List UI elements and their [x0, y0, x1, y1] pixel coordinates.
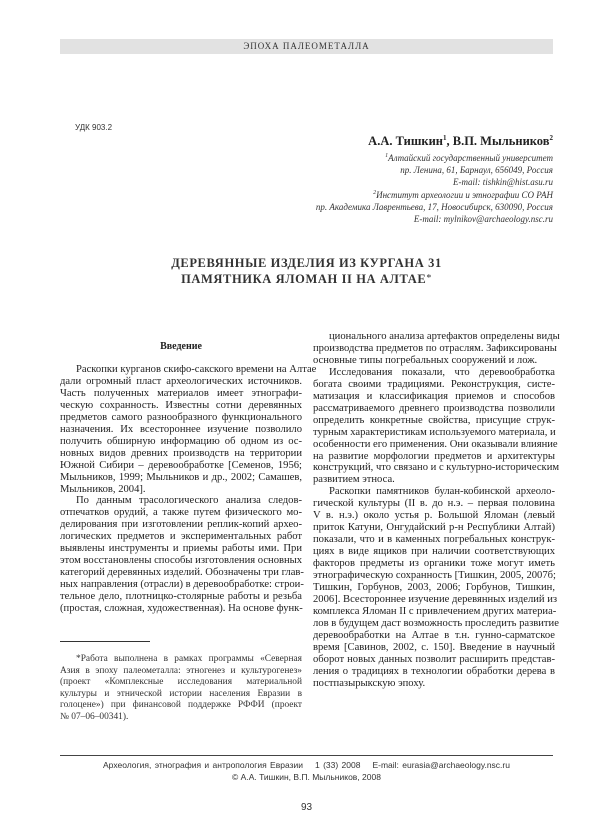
- text-line: гической культуры (II в. до н.э. – первая половина: [313, 498, 555, 510]
- text-line: Часть полученных материалов имеет этнографи-: [60, 387, 302, 399]
- text-line: Тишкин, Горбунов, 2003, 2006; Горбунов, Тишкин,: [313, 582, 555, 594]
- text-line: Раскопки памятников булан-кобинской археоло-: [329, 486, 555, 498]
- text-line: этнографическую сохранность [Тишкин, 2005, 2007б;: [313, 570, 556, 582]
- section-heading: Введение: [160, 341, 202, 352]
- footnote: [60, 654, 302, 723]
- text-line: выявлены инструменты и приемы работы ими. При: [60, 543, 302, 555]
- title-text: ПАМЯТНИКА ЯЛОМАН II НА АЛТАЕ: [181, 272, 427, 286]
- text-line: этом восстановлены способы изготовления основных: [60, 555, 303, 567]
- affiliation-name: [316, 188, 553, 202]
- text-line: 2006]. Всестороннее изучение деревянных изделий из: [313, 593, 558, 605]
- affiliation-email[interactable]: E-mail: mylnikov@archaeology.nsc.ru: [413, 213, 553, 224]
- text-line: конструкций, что связано и с культурно-историческим: [313, 462, 560, 474]
- author-superscript: 2: [549, 134, 553, 142]
- footnote-line: (проект «Комплексные исследования материальной: [60, 677, 302, 687]
- udk-code: УДК 903.2: [75, 123, 113, 132]
- page-number: 93: [300, 802, 313, 813]
- text-line: V в. н.э.) около устья р. Большой Яломан (левый: [313, 510, 555, 522]
- text-line: время [Савинов, 2002, с. 150]. Введение в научный: [313, 641, 555, 653]
- affiliation-superscript: 1: [385, 153, 389, 159]
- text-line: приток Катуни, Онгудайский р-н Республики Алтай): [313, 522, 555, 534]
- text-line: определить конкретные свойства, присущие струк-: [313, 414, 555, 426]
- text-line: производства предметов по отраслям. Зафиксированы: [313, 342, 557, 354]
- text-line: показали, что и в каменных погребальных конструк-: [313, 534, 555, 546]
- right-column: [313, 331, 560, 690]
- text-line: ных направления (отрасли) в деревообработке: строи-: [60, 579, 304, 591]
- text-line: рассматриваемого древнего производства позволили: [313, 402, 555, 414]
- text-line: категорий деревянных изделий. Обозначены три глав-: [60, 567, 304, 579]
- footer-divider: [60, 755, 553, 756]
- text-line: логических предметов и экспериментальных работ: [60, 531, 302, 543]
- footer-journal-line: [60, 760, 553, 770]
- footer-email[interactable]: E-mail: eurasia@archaeology.nsc.ru: [372, 760, 510, 770]
- affiliation-address: пр. Академика Лаврентьева, 17, Новосибирск, 630090, Россия: [315, 202, 553, 213]
- text-line: делирования при изготовлении реплик-копий архео-: [60, 519, 302, 531]
- text-line: богата своими традициями. Реконструкция, систе-: [313, 378, 555, 390]
- affiliation-text: Алтайский государственный университет: [388, 153, 553, 163]
- footnote-line: Азия в эпоху палеометалла: этногенез и культурогенез»: [60, 665, 302, 676]
- footer-copyright: © А.А. Тишкин, В.П. Мыльников, 2008: [232, 772, 381, 782]
- text-line: получить обширную информацию об одном из ос-: [60, 435, 302, 447]
- affiliation-name: [316, 151, 553, 165]
- text-line: ления о традициях в технологии обработки дерева в: [313, 665, 555, 677]
- text-line: новных видов древних производств на территории: [60, 447, 302, 459]
- text-line: назначения. Их всестороннее изучение позволило: [60, 423, 302, 435]
- text-line: основные типы погребальных сооружений и лож.: [313, 354, 538, 366]
- text-line: факторов предметы из органики тоже могут иметь: [313, 558, 555, 570]
- text-line: По данным трасологического анализа следов-: [76, 495, 302, 507]
- text-line: (простая, сложная, художественная). На основе функ-: [60, 603, 303, 615]
- footer-issue: 1 (33) 2008: [314, 760, 361, 770]
- text-line: ческую сохранность. Известны сотни деревянных: [60, 399, 302, 411]
- affiliation-email[interactable]: E-mail: tishkin@hist.asu.ru: [452, 176, 553, 187]
- text-line: матизация и классификация приемов и способов: [313, 390, 555, 402]
- text-line: оборот новых данных позволит расширить представ-: [313, 653, 555, 665]
- author-separator: ,: [446, 134, 453, 149]
- author-superscript: 1: [443, 134, 447, 142]
- affiliation-superscript: 2: [373, 190, 377, 197]
- text-line: постпазырыкскую эпоху.: [313, 677, 426, 689]
- title-line: [60, 271, 553, 287]
- text-line: дали огромный пласт археологических источников.: [60, 375, 302, 387]
- footnote-line: культуры и этнической истории населения Евразии в: [60, 688, 302, 699]
- text-line: развитием этноса.: [313, 474, 395, 486]
- left-column: [60, 364, 317, 615]
- footnote-line: голоцене») при финансовой поддержке РФФИ (проект: [60, 700, 302, 710]
- affiliations: [316, 151, 553, 226]
- text-line: комплекса Яломан II с привлечением других материа-: [313, 605, 557, 617]
- author-name: В.П. Мыльников: [452, 134, 550, 149]
- text-line: Мыльников, 1999; Мыльников и др., 2002; Самашев,: [60, 471, 302, 483]
- text-line: Южной Сибири – деревообработке [Семенов, 1956;: [60, 459, 302, 471]
- text-line: деревообработки на Алтае в т.н. гунно-сарматское: [313, 629, 555, 641]
- footer-journal: Археология, этнография и антропология Евразии: [103, 760, 303, 770]
- footnote-divider: [60, 641, 150, 642]
- text-line: лов в будущем даст возможность проследить развитие: [313, 617, 559, 629]
- text-line: Исследования показали, что деревообработка: [329, 366, 555, 378]
- running-header: ЭПОХА ПАЛЕОМЕТАЛЛА: [60, 39, 553, 54]
- text-line: тельное дело, плотницко-столярные работы и резьба: [60, 591, 302, 603]
- text-line: турным характеристикам используемого материала, и: [313, 426, 556, 438]
- affiliation-text: Институт археологии и этнографии СО РАН: [376, 190, 553, 201]
- text-line: на развитие морфологии предметов и архитектуры: [313, 450, 555, 462]
- text-line: отпечатков орудий, а также путем физического мо-: [60, 507, 302, 519]
- article-title: [60, 255, 553, 287]
- title-line: ДЕРЕВЯННЫЕ ИЗДЕЛИЯ ИЗ КУРГАНА 31: [171, 256, 442, 270]
- text-line: предметов самого разнообразного функционального: [60, 411, 302, 423]
- footnote-line: № 07–06–00341).: [60, 711, 129, 722]
- affiliation-address: пр. Ленина, 61, Барнаул, 656049, Россия: [400, 164, 553, 175]
- text-line: особенности его применения. Они оказывали влияние: [313, 438, 558, 450]
- authors: [368, 134, 553, 149]
- text-line: циях в виде ящиков при наличии соответствующих: [313, 546, 555, 558]
- text-line: ционального анализа артефактов определены виды: [329, 331, 560, 342]
- text-line: Раскопки курганов скифо-сакского времени на Алтае: [76, 364, 317, 375]
- author-name: А.А. Тишкин: [368, 134, 443, 149]
- footnote-marker: *: [426, 273, 432, 284]
- text-line: Мыльников, 2004].: [60, 483, 146, 495]
- footnote-line: *Работа выполнена в рамках программы «Северная: [76, 654, 302, 664]
